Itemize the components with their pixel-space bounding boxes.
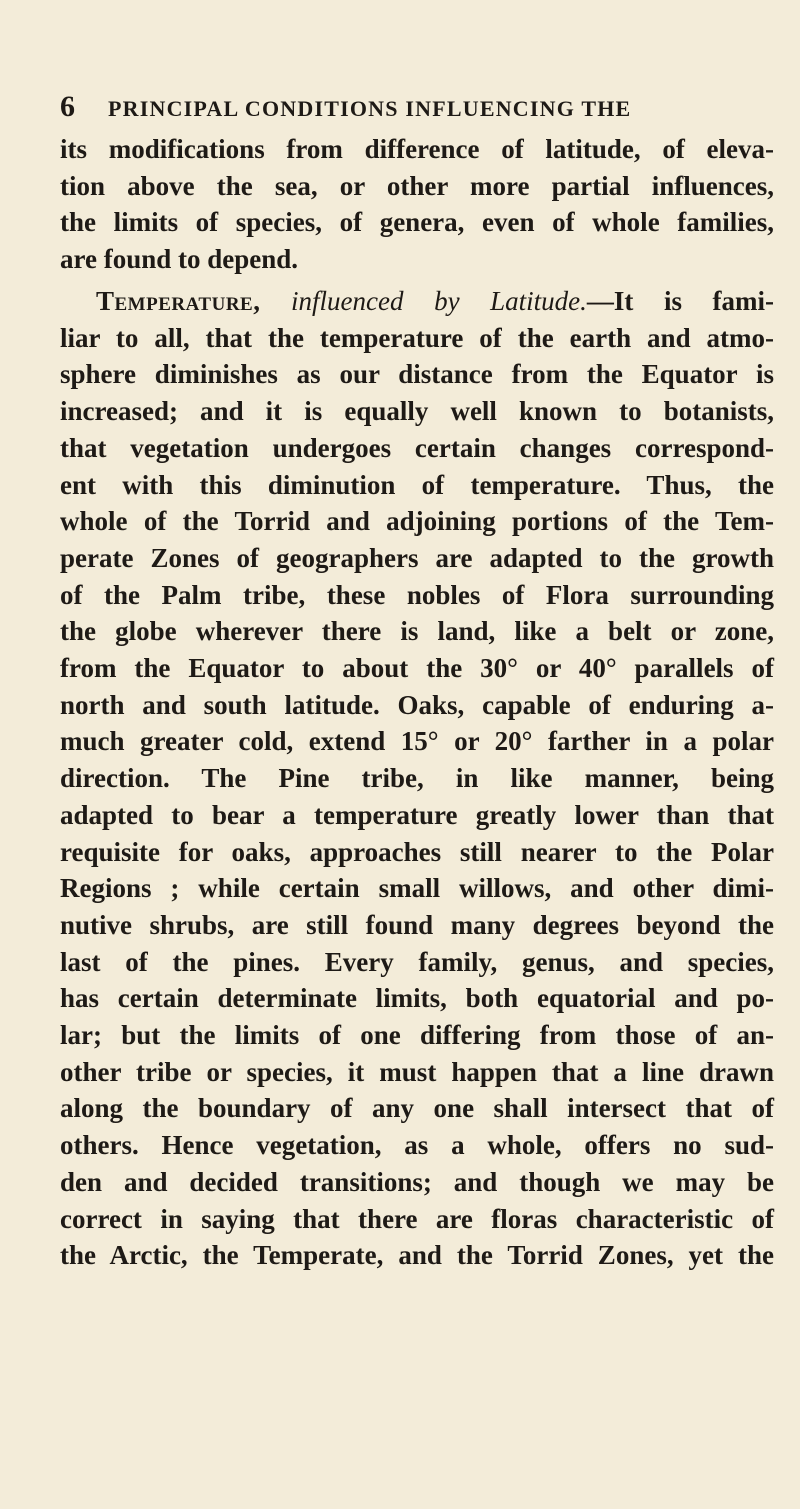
text-line: last of the pines. Every family, genus, and species, <box>60 946 774 977</box>
section-heading-caps: Temperature, <box>96 286 261 316</box>
paragraph-latitude-influences <box>60 131 774 278</box>
text-line: sphere diminishes as our distance from the Equator is <box>60 359 774 390</box>
text-line: den and decided transitions; and though we may be <box>60 1166 774 1197</box>
text-line: are found to depend. <box>60 244 299 275</box>
text-line: north and south latitude. Oaks, capable of enduring a- <box>60 689 774 720</box>
text-line: much greater cold, extend 15° or 20° farther in a polar <box>60 726 774 757</box>
text-line: that vegetation undergoes certain changes correspond- <box>60 432 774 463</box>
running-head <box>60 90 760 130</box>
text-line: the Arctic, the Temperate, and the Torrid Zones, yet the <box>60 1240 774 1271</box>
text-line: the limits of species, of genera, even of whole families, <box>60 207 774 238</box>
text-line: ent with this diminution of temperature. Thus, the <box>60 469 774 500</box>
text-line: of the Palm tribe, these nobles of Flora surrounding <box>60 579 774 610</box>
running-title: PRINCIPAL CONDITIONS INFLUENCING THE <box>108 96 632 121</box>
text-line: perate Zones of geographers are adapted to the growth <box>60 542 774 573</box>
text-line: requisite for oaks, approaches still nearer to the Polar <box>60 836 774 867</box>
text-line: from the Equator to about the 30° or 40° parallels of <box>60 653 774 684</box>
section-heading-italic: influenced by Latitude. <box>291 286 587 316</box>
text-line: tion above the sea, or other more partial influences, <box>60 170 774 201</box>
text-line: liar to all, that the temperature of the earth and atmo- <box>60 322 774 353</box>
text-line: increased; and it is equally well known to botanists, <box>60 396 774 427</box>
paragraph-temperature <box>60 283 774 1274</box>
text-line: nutive shrubs, are still found many degrees beyond the <box>60 909 774 940</box>
text-line: Regions ; while certain small willows, and other dimi- <box>60 873 774 904</box>
text-line: other tribe or species, it must happen that a line drawn <box>60 1056 774 1087</box>
text-line: direction. The Pine tribe, in like manner, being <box>60 763 774 794</box>
text-line: lar; but the limits of one differing from those of an- <box>60 1020 774 1051</box>
text-line: has certain determinate limits, both equatorial and po- <box>60 983 774 1014</box>
text-line: along the boundary of any one shall intersect that of <box>60 1093 774 1124</box>
text-line: the globe wherever there is land, like a belt or zone, <box>60 616 774 647</box>
text-line: correct in saying that there are floras characteristic of <box>60 1203 774 1234</box>
text-line: its modifications from difference of latitude, of eleva- <box>60 134 774 164</box>
text-line: adapted to bear a temperature greatly lower than that <box>60 799 774 830</box>
text-line: others. Hence vegetation, as a whole, offers no sud- <box>60 1130 774 1161</box>
page-number: 6 <box>60 90 75 123</box>
heading-line-continuation: —It is fami- <box>586 286 775 316</box>
text-line: whole of the Torrid and adjoining portions of the Tem- <box>60 506 774 537</box>
section-heading-line <box>60 283 774 320</box>
